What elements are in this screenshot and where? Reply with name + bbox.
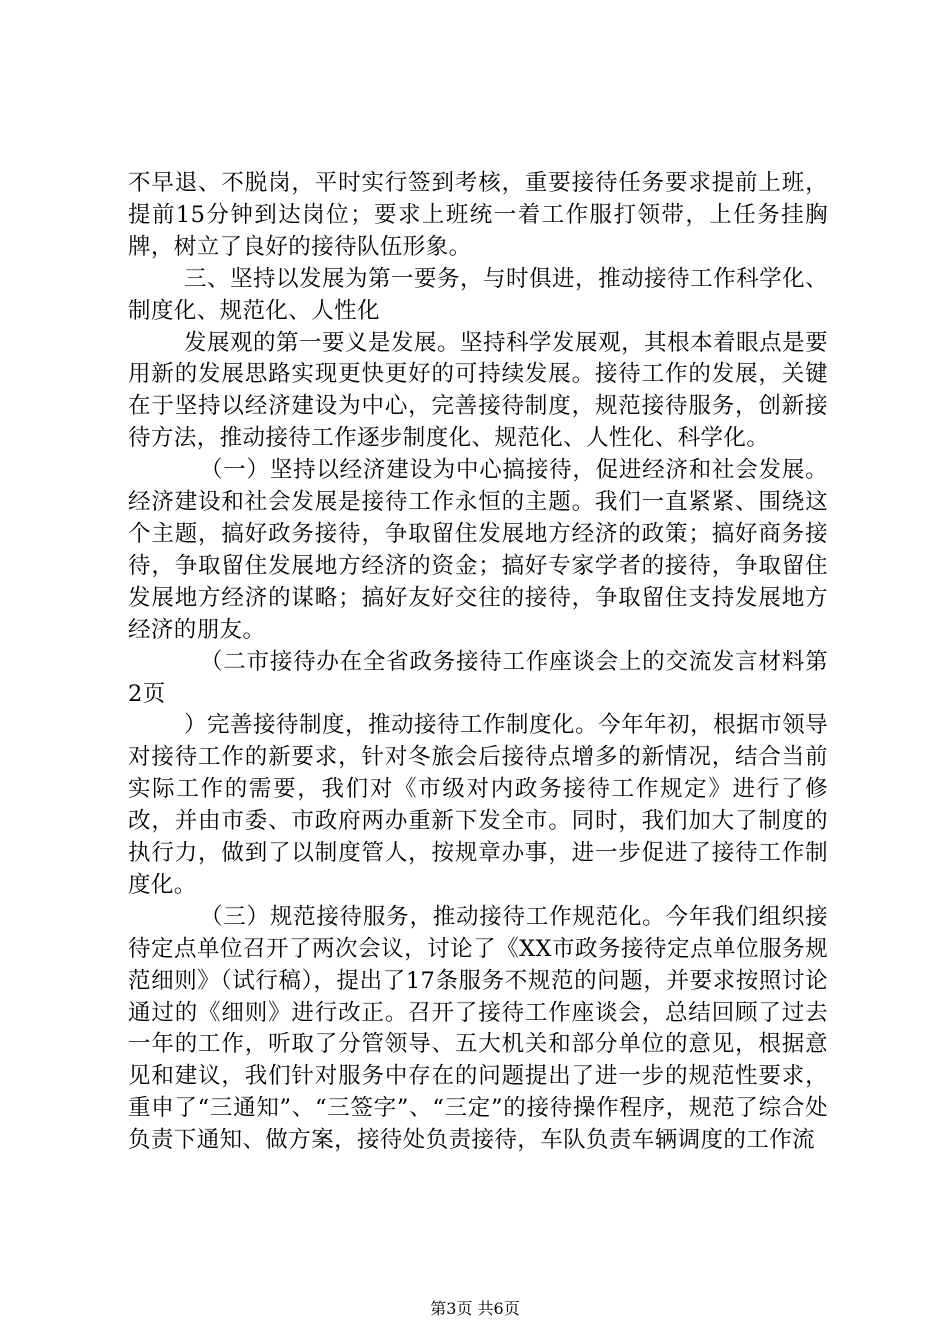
section-heading: 三、坚持以发展为第一要务，与时俱进，推动接待工作科学化、制度化、规范化、人性化 bbox=[128, 265, 828, 324]
paragraph: （三）规范接待服务，推动接待工作规范化。今年我们组织接待定点单位召开了两次会议，讨论了《XX市政务接待定点单位服务规范细则》（试行稿），提出了17条服务不规范的问题，并要求按照讨论通过的《细则》进行改正。召开了接待工作座谈会，总结回顾了过去一年的工作，听取了分管领导、五大机关和部分单位的意见，根据意见和建议，我们针对服务中存在的问题提出了进一步的规范性要求，重申了“三通知”、“三签字”、“三定”的接待操作程序，规范了综合处负责下通知、做方案，接待处负责接待，车队负责车辆调度的工作流 bbox=[128, 903, 828, 1154]
paragraph: 发展观的第一要义是发展。坚持科学发展观，其根本着眼点是要用新的发展思路实现更快更好的可持续发展。接待工作的发展，关键在于坚持以经济建设为中心，完善接待制度，规范接待服务，创新接待方法，推动接待工作逐步制度化、规范化、人性化、科学化。 bbox=[128, 329, 828, 452]
paragraph: 不早退、不脱岗，平时实行签到考核，重要接待任务要求提前上班，提前15分钟到达岗位；要求上班统一着工作服打领带，上任务挂胸牌，树立了良好的接待队伍形象。 bbox=[128, 170, 828, 260]
document-body bbox=[128, 168, 828, 1157]
page-number-footer: 第3页 共6页 bbox=[430, 1299, 520, 1318]
paragraph: （一）坚持以经济建设为中心搞接待，促进经济和社会发展。经济建设和社会发展是接待工作永恒的主题。我们一直紧紧、围绕这个主题，搞好政务接待，争取留住发展地方经济的政策；搞好商务接待，争取留住发展地方经济的资金；搞好专家学者的接待，争取留住发展地方经济的谋略；搞好友好交往的接待，争取留住支持发展地方经济的朋友。 bbox=[128, 457, 828, 643]
paragraph: （二市接待办在全省政务接待工作座谈会上的交流发言材料第2页 bbox=[128, 648, 828, 707]
paragraph: ）完善接待制度，推动接待工作制度化。今年年初，根据市领导对接待工作的新要求，针对冬旅会后接待点增多的新情况，结合当前实际工作的需要，我们对《市级对内政务接待工作规定》进行了修改，并由市委、市政府两办重新下发全市。同时，我们加大了制度的执行力，做到了以制度管人，按规章办事，进一步促进了接待工作制度化。 bbox=[128, 712, 828, 898]
